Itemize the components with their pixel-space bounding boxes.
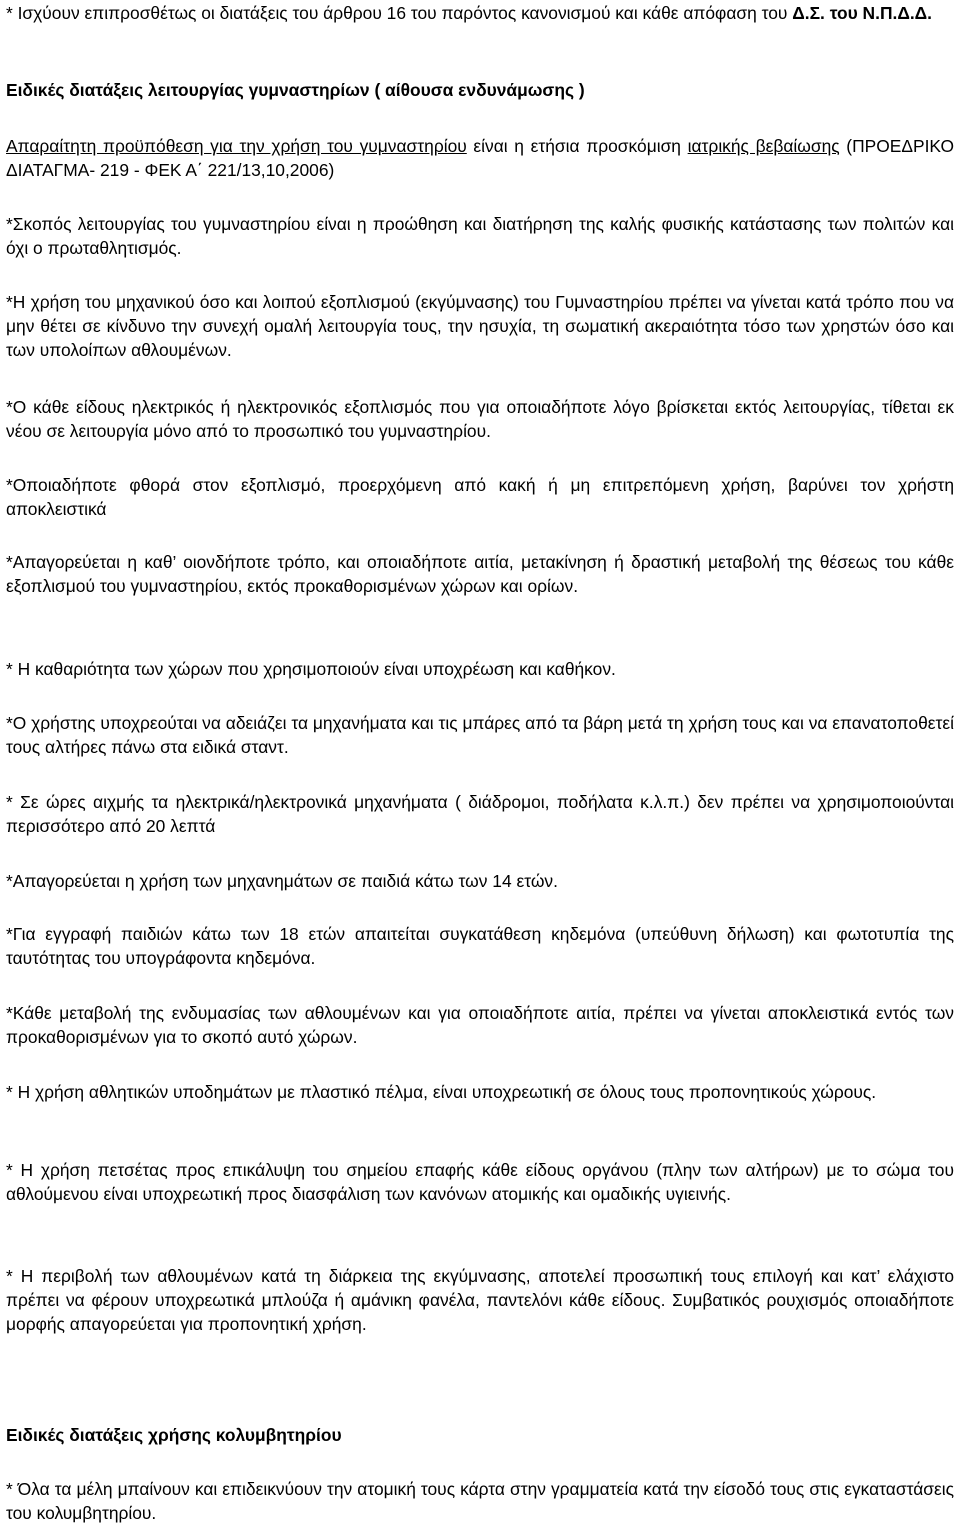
- gym-rule-clothing: * Η περιβολή των αθλουμένων κατά τη διάρκεια της εκγύμνασης, αποτελεί προσωπική τους επιλογή και κατ’ ελάχιστο πρέπει να φέρουν υποχρεωτικά μπλούζα ή αμάνικη φανέλα, παντελόνι κάθε είδους. Συμβατικός ρουχισμός οποιαδήποτε μορφής απαγορεύεται για προπονητική χρήση.: [6, 1266, 954, 1335]
- pool-rule-card: * Όλα τα μέλη μπαίνουν και επιδεικνύουν την ατομική τους κάρτα στην γραμματεία κατά την είσοδό τους στις εγκαταστάσεις του κολυμβητηρίου.: [6, 1479, 954, 1524]
- requirement-tail: (ΠΡΟΕΔΡΙΚΟ ΔΙΑΤΑΓΜΑ- 219 - ΦΕΚ Α΄ 221/13,10,2006): [6, 136, 955, 181]
- gym-rule-electronic-equipment: *Ο κάθε είδους ηλεκτρικός ή ηλεκτρονικός εξοπλισμός που για οποιαδήποτε λόγο βρίσκεται εκτός λειτουργίας, τίθεται εκ νέου σε λειτουργία μόνο από το προσωπικό του γυμναστηρίου.: [6, 397, 954, 442]
- requirement-underlined-2: ιατρικής βεβαίωσης: [687, 136, 840, 156]
- gym-rule-towel: * Η χρήση πετσέτας προς επικάλυψη του σημείου επαφής κάθε είδους οργάνου (πλην των αλτήρων) με το σώμα του αθλούμενου είναι υποχρεωτική προς διασφάλιση των κανόνων ατομικής και ομαδικής υγιεινής.: [6, 1160, 954, 1205]
- requirement-underlined: Απαραίτητη προϋπόθεση για την χρήση του γυμναστηρίου: [6, 136, 467, 156]
- gym-rule-equipment-use: *Η χρήση του μηχανικού όσο και λοιπού εξοπλισμού (εκγύμνασης) του Γυμναστηρίου πρέπει να γίνεται κατά τρόπο που να μην θέτει σε κίνδυνο την συνεχή ομαλή λειτουργία τους, την ησυχία, τη σωματική ακεραιότητα τόσο των χρηστών όσο και των υπολοίπων αθλουμένων.: [6, 292, 954, 361]
- gym-rule-shoes: * Η χρήση αθλητικών υποδημάτων με πλαστικό πέλμα, είναι υποχρεωτική σε όλους τους προπονητικούς χώρους.: [6, 1082, 877, 1102]
- intro-paragraph: [6, 1, 954, 25]
- intro-text: * Ισχύουν επιπροσθέτως οι διατάξεις του άρθρου 16 του παρόντος κανονισμού και κάθε απόφαση του: [6, 3, 793, 23]
- gym-rule-peak-hours: * Σε ώρες αιχμής τα ηλεκτρικά/ηλεκτρονικά μηχανήματα ( διάδρομοι, ποδήλατα κ.λ.π.) δεν πρέπει να χρησιμοποιούνται περισσότερο από 20 λεπτά: [6, 792, 954, 837]
- gym-rule-unload-weights: *Ο χρήστης υποχρεούται να αδειάζει τα μηχανήματα και τις μπάρες από τα βάρη μετά τη χρήση τους και να επανατοποθετεί τους αλτήρες πάνω στα ειδικά σταντ.: [6, 713, 954, 758]
- gym-rule-changing: *Κάθε μεταβολή της ενδυμασίας των αθλουμένων και για οποιαδήποτε αιτία, πρέπει να γίνεται αποκλειστικά εντός των προκαθορισμένων για το σκοπό αυτό χώρων.: [6, 1003, 954, 1048]
- gym-rule-relocation: *Απαγορεύεται η καθ’ οιονδήποτε τρόπο, και οποιαδήποτε αιτία, μετακίνηση ή δραστική μεταβολή της θέσεως του κάθε εξοπλισμού του γυμναστηρίου, εκτός προκαθορισμένων χώρων και ορίων.: [6, 552, 954, 597]
- pool-section-title: Ειδικές διατάξεις χρήσης κολυμβητηρίου: [6, 1425, 342, 1445]
- gym-rule-cleanliness: * Η καθαριότητα των χώρων που χρησιμοποιούν είναι υποχρέωση και καθήκον.: [6, 659, 616, 679]
- gym-requirement: [6, 134, 954, 182]
- intro-ref: Δ.Σ. του Ν.Π.Δ.Δ.: [792, 3, 932, 23]
- gym-rule-age-14: *Απαγορεύεται η χρήση των μηχανημάτων σε παιδιά κάτω των 14 ετών.: [6, 871, 558, 891]
- gym-section-title: Ειδικές διατάξεις λειτουργίας γυμναστηρίων ( αίθουσα ενδυνάμωσης ): [6, 80, 585, 100]
- requirement-rest: είναι η ετήσια προσκόμιση: [466, 136, 688, 156]
- gym-rule-damage: *Οποιαδήποτε φθορά στον εξοπλισμό, προερχόμενη από κακή ή μη επιτρεπόμενη χρήση, βαρύνει τον χρήστη αποκλειστικά: [6, 475, 954, 520]
- gym-rule-age-18: *Για εγγραφή παιδιών κάτω των 18 ετών απαιτείται συγκατάθεση κηδεμόνα (υπεύθυνη δήλωση) και φωτοτυπία της ταυτότητας του υπογράφοντα κηδεμόνα.: [6, 924, 954, 969]
- gym-rule-purpose: *Σκοπός λειτουργίας του γυμναστηρίου είναι η προώθηση και διατήρηση της καλής φυσικής κατάστασης των πολιτών και όχι ο πρωταθλητισμός.: [6, 214, 954, 259]
